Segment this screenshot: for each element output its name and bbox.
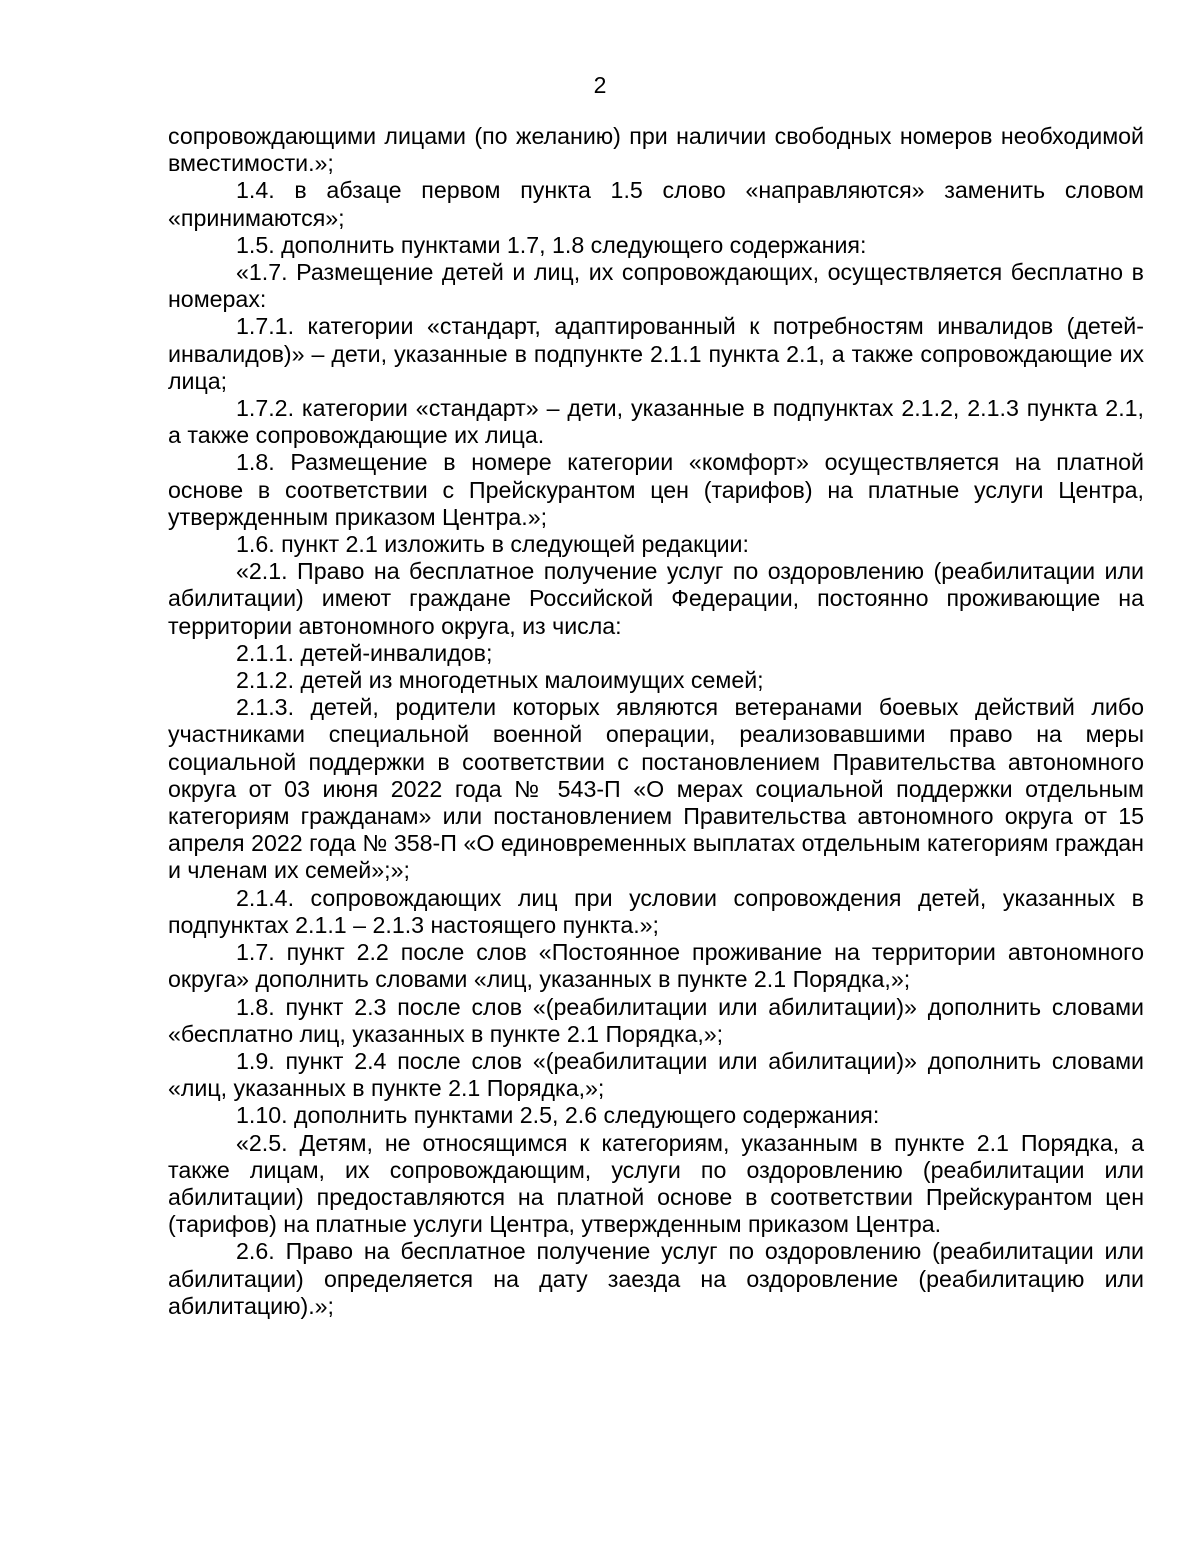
paragraph-quote-2-5: «2.5. Детям, не относящимся к категориям, указанным в пункте 2.1 Порядка, а также лицам, их сопровождающим, услуги по оздоровлению (реабилитации или абилитации) предоставляются на платной основе в соответствии Прейскурантом цен (тарифов) на платные услуги Центра, утвержденным приказом Центра.: [168, 1129, 1144, 1238]
paragraph-1-7: 1.7. пункт 2.2 после слов «Постоянное проживание на территории автономного округа» дополнить словами «лиц, указанных в пункте 2.1 Порядка,»;: [168, 939, 1144, 993]
paragraph-2-6: 2.6. Право на бесплатное получение услуг по оздоровлению (реабилитации или абилитации) определяется на дату заезда на оздоровление (реабилитацию или абилитацию).»;: [168, 1238, 1144, 1319]
paragraph-1-6: 1.6. пункт 2.1 изложить в следующей редакции:: [236, 531, 749, 558]
paragraph-2-1-4: 2.1.4. сопровождающих лиц при условии сопровождения детей, указанных в подпунктах 2.1.1 – 2.1.3 настоящего пункта.»;: [168, 884, 1144, 938]
paragraph-1-4: 1.4. в абзаце первом пункта 1.5 слово «направляются» заменить словом «принимаются»;: [168, 177, 1144, 231]
paragraph-2-1-3: 2.1.3. детей, родители которых являются ветеранами боевых действий либо участниками специальной военной операции, реализовавшими право на меры социальной поддержки в соответствии с постановлением Правительства автономного округа от 03 июня 2022 года № 543-П «О мерах социальной поддержки отдельным категориям гражданам» или постановлением Правительства автономного округа от 15 апреля 2022 года № 358-П «О единовременных выплатах отдельным категориям граждан и членам их семей»;»;: [168, 694, 1144, 884]
paragraph-1-8: 1.8. пункт 2.3 после слов «(реабилитации или абилитации)» дополнить словами «бесплатно лиц, указанных в пункте 2.1 Порядка,»;: [168, 993, 1144, 1047]
page-number: 2: [593, 72, 607, 98]
paragraph-1-7-1: 1.7.1. категории «стандарт, адаптированный к потребностям инвалидов (детей-инвалидов)» – дети, указанные в подпункте 2.1.1 пункта 2.1, а также сопровождающие их лица;: [168, 313, 1144, 394]
paragraph-2-1-2: 2.1.2. детей из многодетных малоимущих семей;: [236, 667, 764, 694]
paragraph-continuation: сопровождающими лицами (по желанию) при наличии свободных номеров необходимой вместимости.»;: [168, 123, 1144, 177]
paragraph-quote-1-7: «1.7. Размещение детей и лиц, их сопровождающих, осуществляется бесплатно в номерах:: [168, 259, 1144, 313]
paragraph-1-9: 1.9. пункт 2.4 после слов «(реабилитации или абилитации)» дополнить словами «лиц, указанных в пункте 2.1 Порядка,»;: [168, 1047, 1144, 1102]
paragraph-1-5: 1.5. дополнить пунктами 1.7, 1.8 следующего содержания:: [236, 231, 867, 258]
paragraph-1-10: 1.10. дополнить пунктами 2.5, 2.6 следующего содержания:: [236, 1102, 880, 1129]
paragraph-quote-1-8: 1.8. Размещение в номере категории «комфорт» осуществляется на платной основе в соответствии с Прейскурантом цен (тарифов) на платные услуги Центра, утвержденным приказом Центра.»;: [168, 449, 1144, 530]
paragraph-2-1-1: 2.1.1. детей-инвалидов;: [236, 639, 493, 666]
document-body: [168, 123, 1144, 1320]
paragraph-quote-2-1: «2.1. Право на бесплатное получение услуг по оздоровлению (реабилитации или абилитации) имеют граждане Российской Федерации, постоянно проживающие на территории автономного округа, из числа:: [168, 558, 1144, 639]
paragraph-1-7-2: 1.7.2. категории «стандарт» – дети, указанные в подпунктах 2.1.2, 2.1.3 пункта 2.1, а также сопровождающие их лица.: [168, 395, 1144, 449]
